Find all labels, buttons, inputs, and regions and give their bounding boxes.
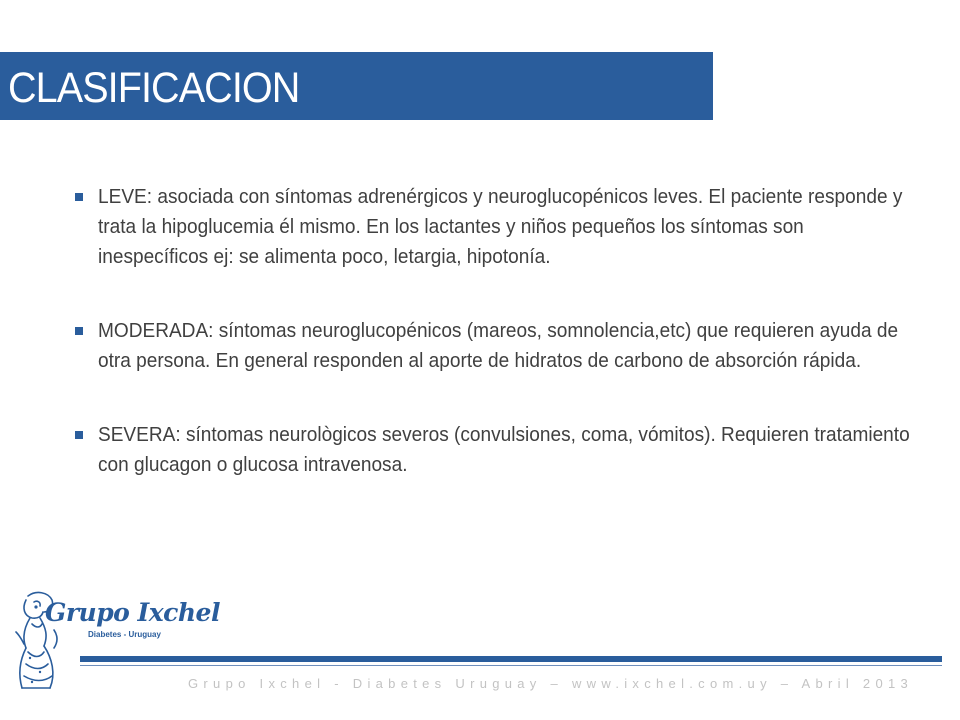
square-bullet-icon: [75, 431, 83, 439]
title-bar: [0, 52, 713, 120]
bullet-text: MODERADA: síntomas neuroglucopénicos (mareos, somnolencia,etc) que requieren ayuda de otra persona. En general responden al aporte de hidratos de carbono de absorción rápida.: [98, 319, 899, 372]
square-bullet-icon: [75, 193, 83, 201]
bullet-item-leve: [70, 182, 903, 272]
logo-subtitle: Diabetes - Uruguay: [88, 630, 161, 639]
bullet-text: LEVE: asociada con síntomas adrenérgicos y neuroglucopénicos leves. El paciente responde y trata la hipoglucemia él mismo. En los lactantes y niños pequeños los síntomas son inespecíficos ej: se alimenta poco, letargia, hipotonía.: [98, 185, 903, 268]
bullet-list: [70, 182, 910, 524]
footer-text: Grupo Ixchel - Diabetes Uruguay – www.ixchel.com.uy – Abril 2013: [188, 676, 914, 691]
logo-name: Grupo Ixchel: [45, 598, 220, 627]
footer-divider-thick: [80, 656, 942, 662]
square-bullet-icon: [75, 327, 83, 335]
page-title: CLASIFICACION: [8, 64, 300, 112]
bullet-item-moderada: [70, 316, 900, 376]
logo: [10, 588, 220, 693]
bullet-text: SEVERA: síntomas neurològicos severos (convulsiones, coma, vómitos). Requieren tratamiento con glucagon o glucosa intravenosa.: [98, 423, 910, 476]
footer-divider-thin: [80, 665, 942, 666]
bullet-item-severa: [70, 420, 910, 480]
